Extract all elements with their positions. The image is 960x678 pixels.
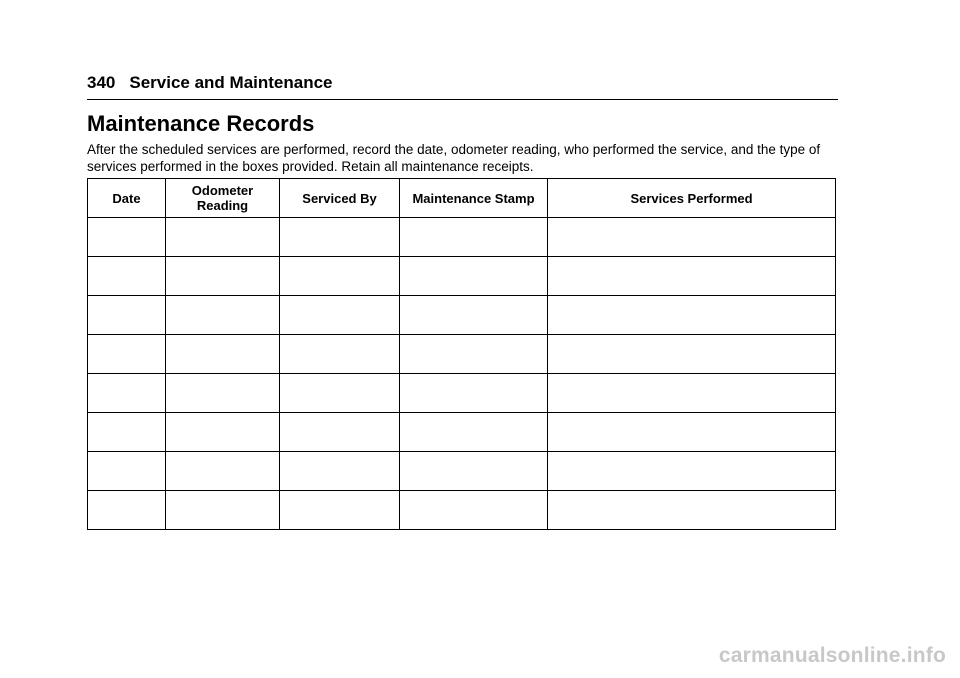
cell-serviced-by[interactable] <box>280 257 400 296</box>
cell-services-performed[interactable] <box>548 218 836 257</box>
cell-odometer-reading[interactable] <box>166 374 280 413</box>
cell-odometer-reading[interactable] <box>166 218 280 257</box>
chapter-title: Service and Maintenance <box>129 73 333 92</box>
cell-date[interactable] <box>88 413 166 452</box>
cell-serviced-by[interactable] <box>280 296 400 335</box>
page-number: 340 <box>87 73 116 92</box>
table-row <box>88 218 836 257</box>
table-row <box>88 413 836 452</box>
cell-date[interactable] <box>88 296 166 335</box>
cell-maintenance-stamp[interactable] <box>400 491 548 530</box>
cell-date[interactable] <box>88 218 166 257</box>
cell-maintenance-stamp[interactable] <box>400 374 548 413</box>
cell-date[interactable] <box>88 257 166 296</box>
column-header-date: Date <box>88 179 166 218</box>
cell-serviced-by[interactable] <box>280 491 400 530</box>
cell-date[interactable] <box>88 335 166 374</box>
table-body <box>88 218 836 530</box>
cell-maintenance-stamp[interactable] <box>400 257 548 296</box>
cell-serviced-by[interactable] <box>280 413 400 452</box>
cell-maintenance-stamp[interactable] <box>400 218 548 257</box>
intro-paragraph: After the scheduled services are performed, record the date, odometer reading, who performed the service, and the type of services performed in the boxes provided. Retain all maintenance receipts. <box>87 142 821 174</box>
cell-services-performed[interactable] <box>548 452 836 491</box>
table-row <box>88 452 836 491</box>
maintenance-records-table <box>87 178 836 530</box>
cell-odometer-reading[interactable] <box>166 257 280 296</box>
cell-serviced-by[interactable] <box>280 335 400 374</box>
cell-services-performed[interactable] <box>548 374 836 413</box>
cell-maintenance-stamp[interactable] <box>400 296 548 335</box>
cell-services-performed[interactable] <box>548 335 836 374</box>
cell-serviced-by[interactable] <box>280 452 400 491</box>
cell-services-performed[interactable] <box>548 296 836 335</box>
cell-services-performed[interactable] <box>548 257 836 296</box>
cell-services-performed[interactable] <box>548 413 836 452</box>
cell-odometer-reading[interactable] <box>166 296 280 335</box>
cell-odometer-reading[interactable] <box>166 491 280 530</box>
watermark: carmanualsonline.info <box>718 644 946 667</box>
cell-maintenance-stamp[interactable] <box>400 452 548 491</box>
column-header-odometer-reading-text: Odometer Reading <box>191 183 254 213</box>
page-header <box>87 73 838 100</box>
cell-odometer-reading[interactable] <box>166 335 280 374</box>
table-row <box>88 374 836 413</box>
cell-date[interactable] <box>88 452 166 491</box>
cell-serviced-by[interactable] <box>280 218 400 257</box>
cell-serviced-by[interactable] <box>280 374 400 413</box>
cell-maintenance-stamp[interactable] <box>400 335 548 374</box>
cell-date[interactable] <box>88 374 166 413</box>
column-header-maintenance-stamp: Maintenance Stamp <box>400 179 548 218</box>
column-header-odometer-reading <box>166 179 280 218</box>
cell-date[interactable] <box>88 491 166 530</box>
table-row <box>88 296 836 335</box>
table-row <box>88 335 836 374</box>
cell-odometer-reading[interactable] <box>166 413 280 452</box>
cell-odometer-reading[interactable] <box>166 452 280 491</box>
column-header-serviced-by: Serviced By <box>280 179 400 218</box>
table-row <box>88 257 836 296</box>
cell-maintenance-stamp[interactable] <box>400 413 548 452</box>
section-title: Maintenance Records <box>87 111 315 136</box>
table-row <box>88 491 836 530</box>
column-header-services-performed: Services Performed <box>548 179 836 218</box>
cell-services-performed[interactable] <box>548 491 836 530</box>
table-header-row <box>88 179 836 218</box>
